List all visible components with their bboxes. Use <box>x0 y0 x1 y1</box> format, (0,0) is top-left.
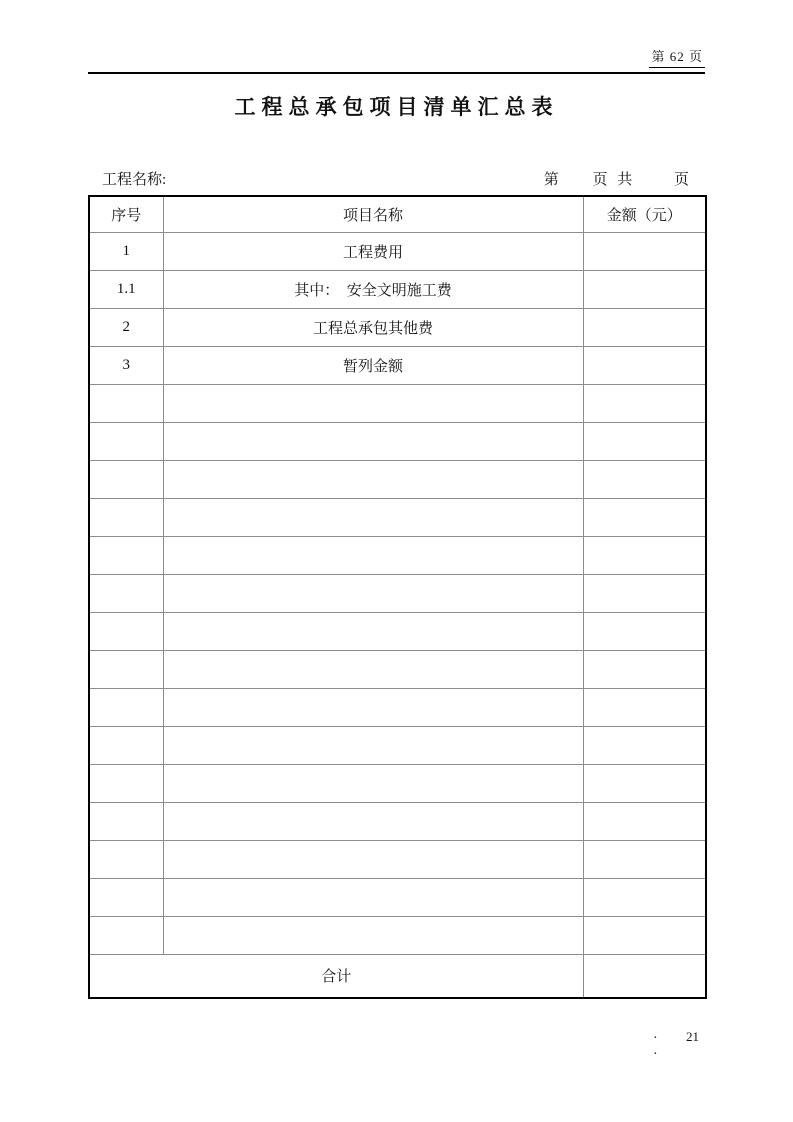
pagination-gong: 共 <box>617 172 633 188</box>
cell-amount <box>583 422 706 460</box>
cell-name <box>163 384 583 422</box>
cell-amount <box>583 536 706 574</box>
cell-no <box>89 422 163 460</box>
cell-amount <box>583 346 706 384</box>
table-row-empty <box>89 878 706 916</box>
cell-name <box>163 422 583 460</box>
cell-no: 1 <box>89 232 163 270</box>
table-row <box>89 232 706 270</box>
table-row-empty <box>89 498 706 536</box>
cell-amount <box>583 916 706 954</box>
cell-name: 其中： 安全文明施工费 <box>163 270 583 308</box>
cell-amount <box>583 802 706 840</box>
summary-table <box>88 195 707 999</box>
cell-name <box>163 650 583 688</box>
table-row-empty <box>89 460 706 498</box>
table-row-empty <box>89 726 706 764</box>
table-total-row <box>89 954 706 998</box>
cell-no <box>89 536 163 574</box>
table-row-empty <box>89 384 706 422</box>
cell-name <box>163 840 583 878</box>
page-title: 工程总承包项目清单汇总表 <box>234 95 559 119</box>
cell-amount <box>583 308 706 346</box>
cell-amount <box>583 612 706 650</box>
table-row-empty <box>89 612 706 650</box>
cell-amount <box>583 270 706 308</box>
cell-name <box>163 612 583 650</box>
cell-no: 2 <box>89 308 163 346</box>
cell-name: 暂列金额 <box>163 346 583 384</box>
cell-no <box>89 574 163 612</box>
cell-no <box>89 612 163 650</box>
cell-name <box>163 764 583 802</box>
cell-name <box>163 574 583 612</box>
project-name-label: 工程名称: <box>102 172 167 188</box>
cell-amount <box>583 650 706 688</box>
table-row <box>89 308 706 346</box>
table-row <box>89 346 706 384</box>
form-header-line <box>88 168 705 189</box>
cell-no <box>89 726 163 764</box>
pagination <box>544 168 705 189</box>
cell-name <box>163 498 583 536</box>
cell-amount <box>583 384 706 422</box>
cell-amount <box>583 498 706 536</box>
total-amount <box>583 954 706 998</box>
table-header-row <box>89 196 706 232</box>
cell-amount <box>583 840 706 878</box>
cell-amount <box>583 232 706 270</box>
table-row-empty <box>89 840 706 878</box>
cell-no <box>89 916 163 954</box>
header-page-label: 第 62 页 <box>649 46 705 68</box>
footer-page-number: 21 <box>686 1029 699 1044</box>
cell-name <box>163 460 583 498</box>
footer-dot-bottom: · <box>653 1047 658 1062</box>
footer-dot-top: · <box>653 1031 658 1046</box>
table-row-empty <box>89 422 706 460</box>
cell-amount <box>583 460 706 498</box>
table-row <box>89 270 706 308</box>
total-label: 合计 <box>89 954 583 998</box>
cell-name <box>163 536 583 574</box>
cell-no <box>89 802 163 840</box>
cell-no: 3 <box>89 346 163 384</box>
cell-no <box>89 498 163 536</box>
pagination-ye-1: 页 <box>592 172 608 188</box>
table-row-empty <box>89 802 706 840</box>
cell-no <box>89 840 163 878</box>
cell-amount <box>583 574 706 612</box>
cell-no <box>89 764 163 802</box>
table-row-empty <box>89 650 706 688</box>
cell-no <box>89 460 163 498</box>
cell-name: 工程总承包其他费 <box>163 308 583 346</box>
cell-no <box>89 384 163 422</box>
cell-name <box>163 688 583 726</box>
table-row-empty <box>89 574 706 612</box>
column-header-name: 项目名称 <box>163 196 583 232</box>
pagination-di: 第 <box>543 172 559 188</box>
pagination-ye-2: 页 <box>673 172 689 188</box>
cell-name: 工程费用 <box>163 232 583 270</box>
table-row-empty <box>89 688 706 726</box>
cell-amount <box>583 726 706 764</box>
cell-no <box>89 688 163 726</box>
header-rule <box>88 46 705 74</box>
column-header-no: 序号 <box>89 196 163 232</box>
cell-name <box>163 726 583 764</box>
column-header-amount: 金额（元） <box>583 196 706 232</box>
cell-no: 1.1 <box>89 270 163 308</box>
cell-no <box>89 650 163 688</box>
cell-amount <box>583 688 706 726</box>
cell-no <box>89 878 163 916</box>
table-row-empty <box>89 916 706 954</box>
cell-name <box>163 802 583 840</box>
table-row-empty <box>89 536 706 574</box>
cell-amount <box>583 764 706 802</box>
cell-name <box>163 916 583 954</box>
cell-name <box>163 878 583 916</box>
cell-amount <box>583 878 706 916</box>
table-row-empty <box>89 764 706 802</box>
